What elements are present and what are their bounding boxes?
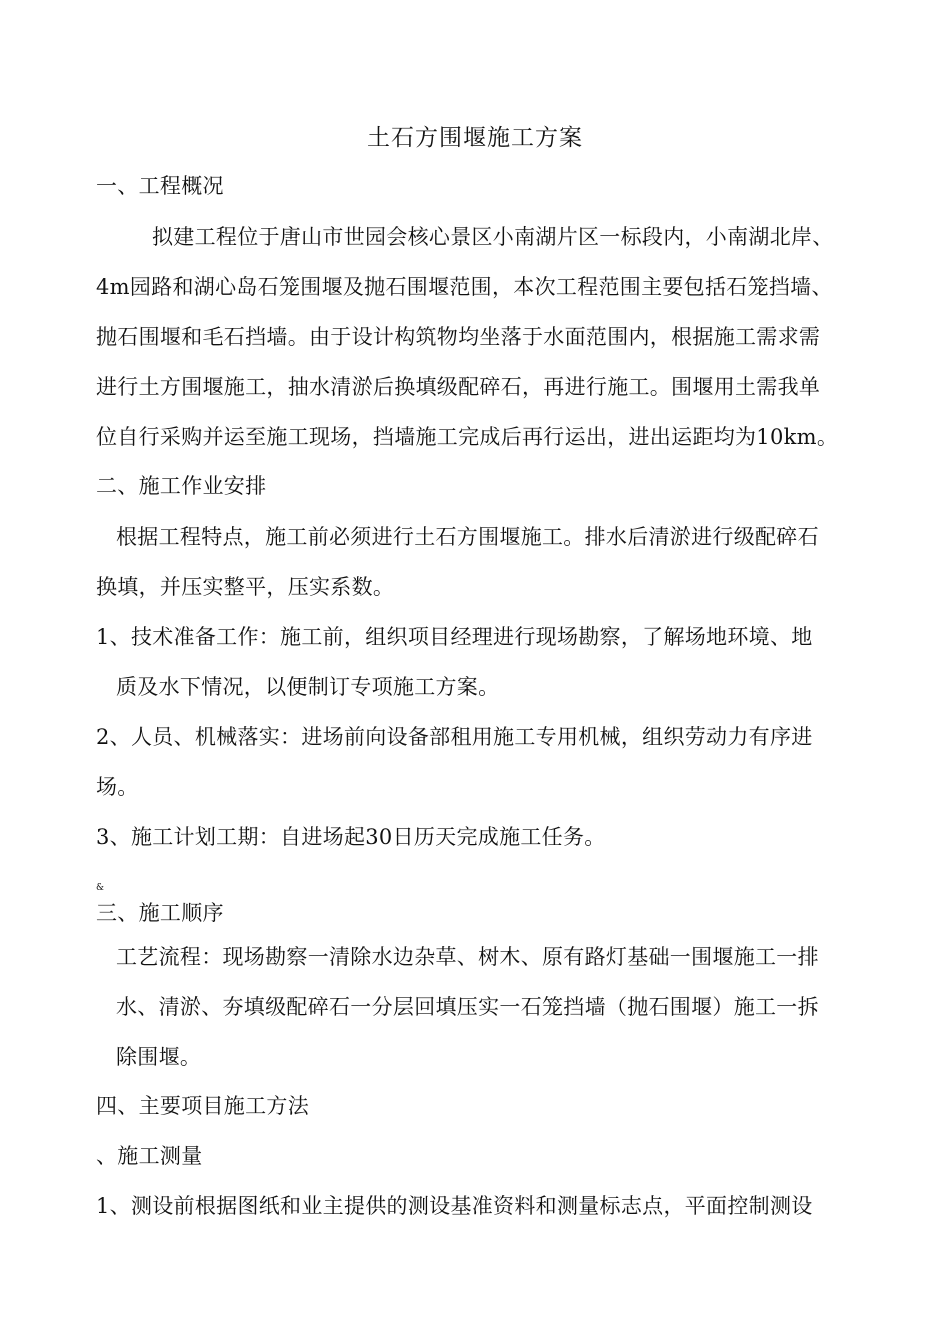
paragraph-line: 水、清淤、夯填级配碎石一分层回填压实一石笼挡墙（抛石围堰）施工一拆 — [116, 995, 819, 1019]
section-heading: 四、主要项目施工方法 — [96, 1094, 309, 1118]
list-item-continuation: 场。 — [96, 775, 139, 799]
subsection-heading: 、施工测量 — [96, 1144, 203, 1168]
list-item: 1、技术准备工作：施工前，组织项目经理进行现场勘察，了解场地环境、地 — [96, 625, 813, 649]
paragraph-line: 换填，并压实整平，压实系数。 — [96, 575, 395, 599]
list-item: 1、测设前根据图纸和业主提供的测设基准资料和测量标志点，平面控制测设 — [96, 1194, 813, 1218]
paragraph-line: 位自行采购并运至施工现场，挡墙施工完成后再行运出，进出运距均为10km。 — [96, 425, 839, 449]
paragraph-line: 拟建工程位于唐山市世园会核心景区小南湖片区一标段内，小南湖北岸、 — [152, 225, 834, 249]
paragraph-line: 除围堰。 — [116, 1045, 202, 1069]
paragraph-line: 4m园路和湖心岛石笼围堰及抛石围堰范围，本次工程范围主要包括石笼挡墙、 — [96, 275, 833, 299]
stray-mark: & — [96, 883, 105, 893]
list-item-continuation: 质及水下情况，以便制订专项施工方案。 — [116, 675, 500, 699]
paragraph-line: 根据工程特点，施工前必须进行土石方围堰施工。排水后清淤进行级配碎石 — [116, 525, 819, 549]
paragraph-line: 进行土方围堰施工，抽水清淤后换填级配碎石，再进行施工。围堰用土需我单 — [96, 375, 821, 399]
paragraph-line: 工艺流程：现场勘察一清除水边杂草、树木、原有路灯基础一围堰施工一排 — [116, 945, 819, 969]
paragraph-line: 抛石围堰和毛石挡墙。由于设计构筑物均坐落于水面范围内，根据施工需求需 — [96, 325, 821, 349]
section-heading: 一、工程概况 — [96, 174, 224, 198]
list-item: 2、人员、机械落实：进场前向设备部租用施工专用机械，组织劳动力有序进 — [96, 725, 813, 749]
section-heading: 三、施工顺序 — [96, 901, 224, 925]
list-item: 3、施工计划工期：自进场起30日历天完成施工任务。 — [96, 825, 606, 849]
section-heading: 二、施工作业安排 — [96, 474, 267, 498]
document-title: 土石方围堰施工方案 — [367, 125, 583, 151]
